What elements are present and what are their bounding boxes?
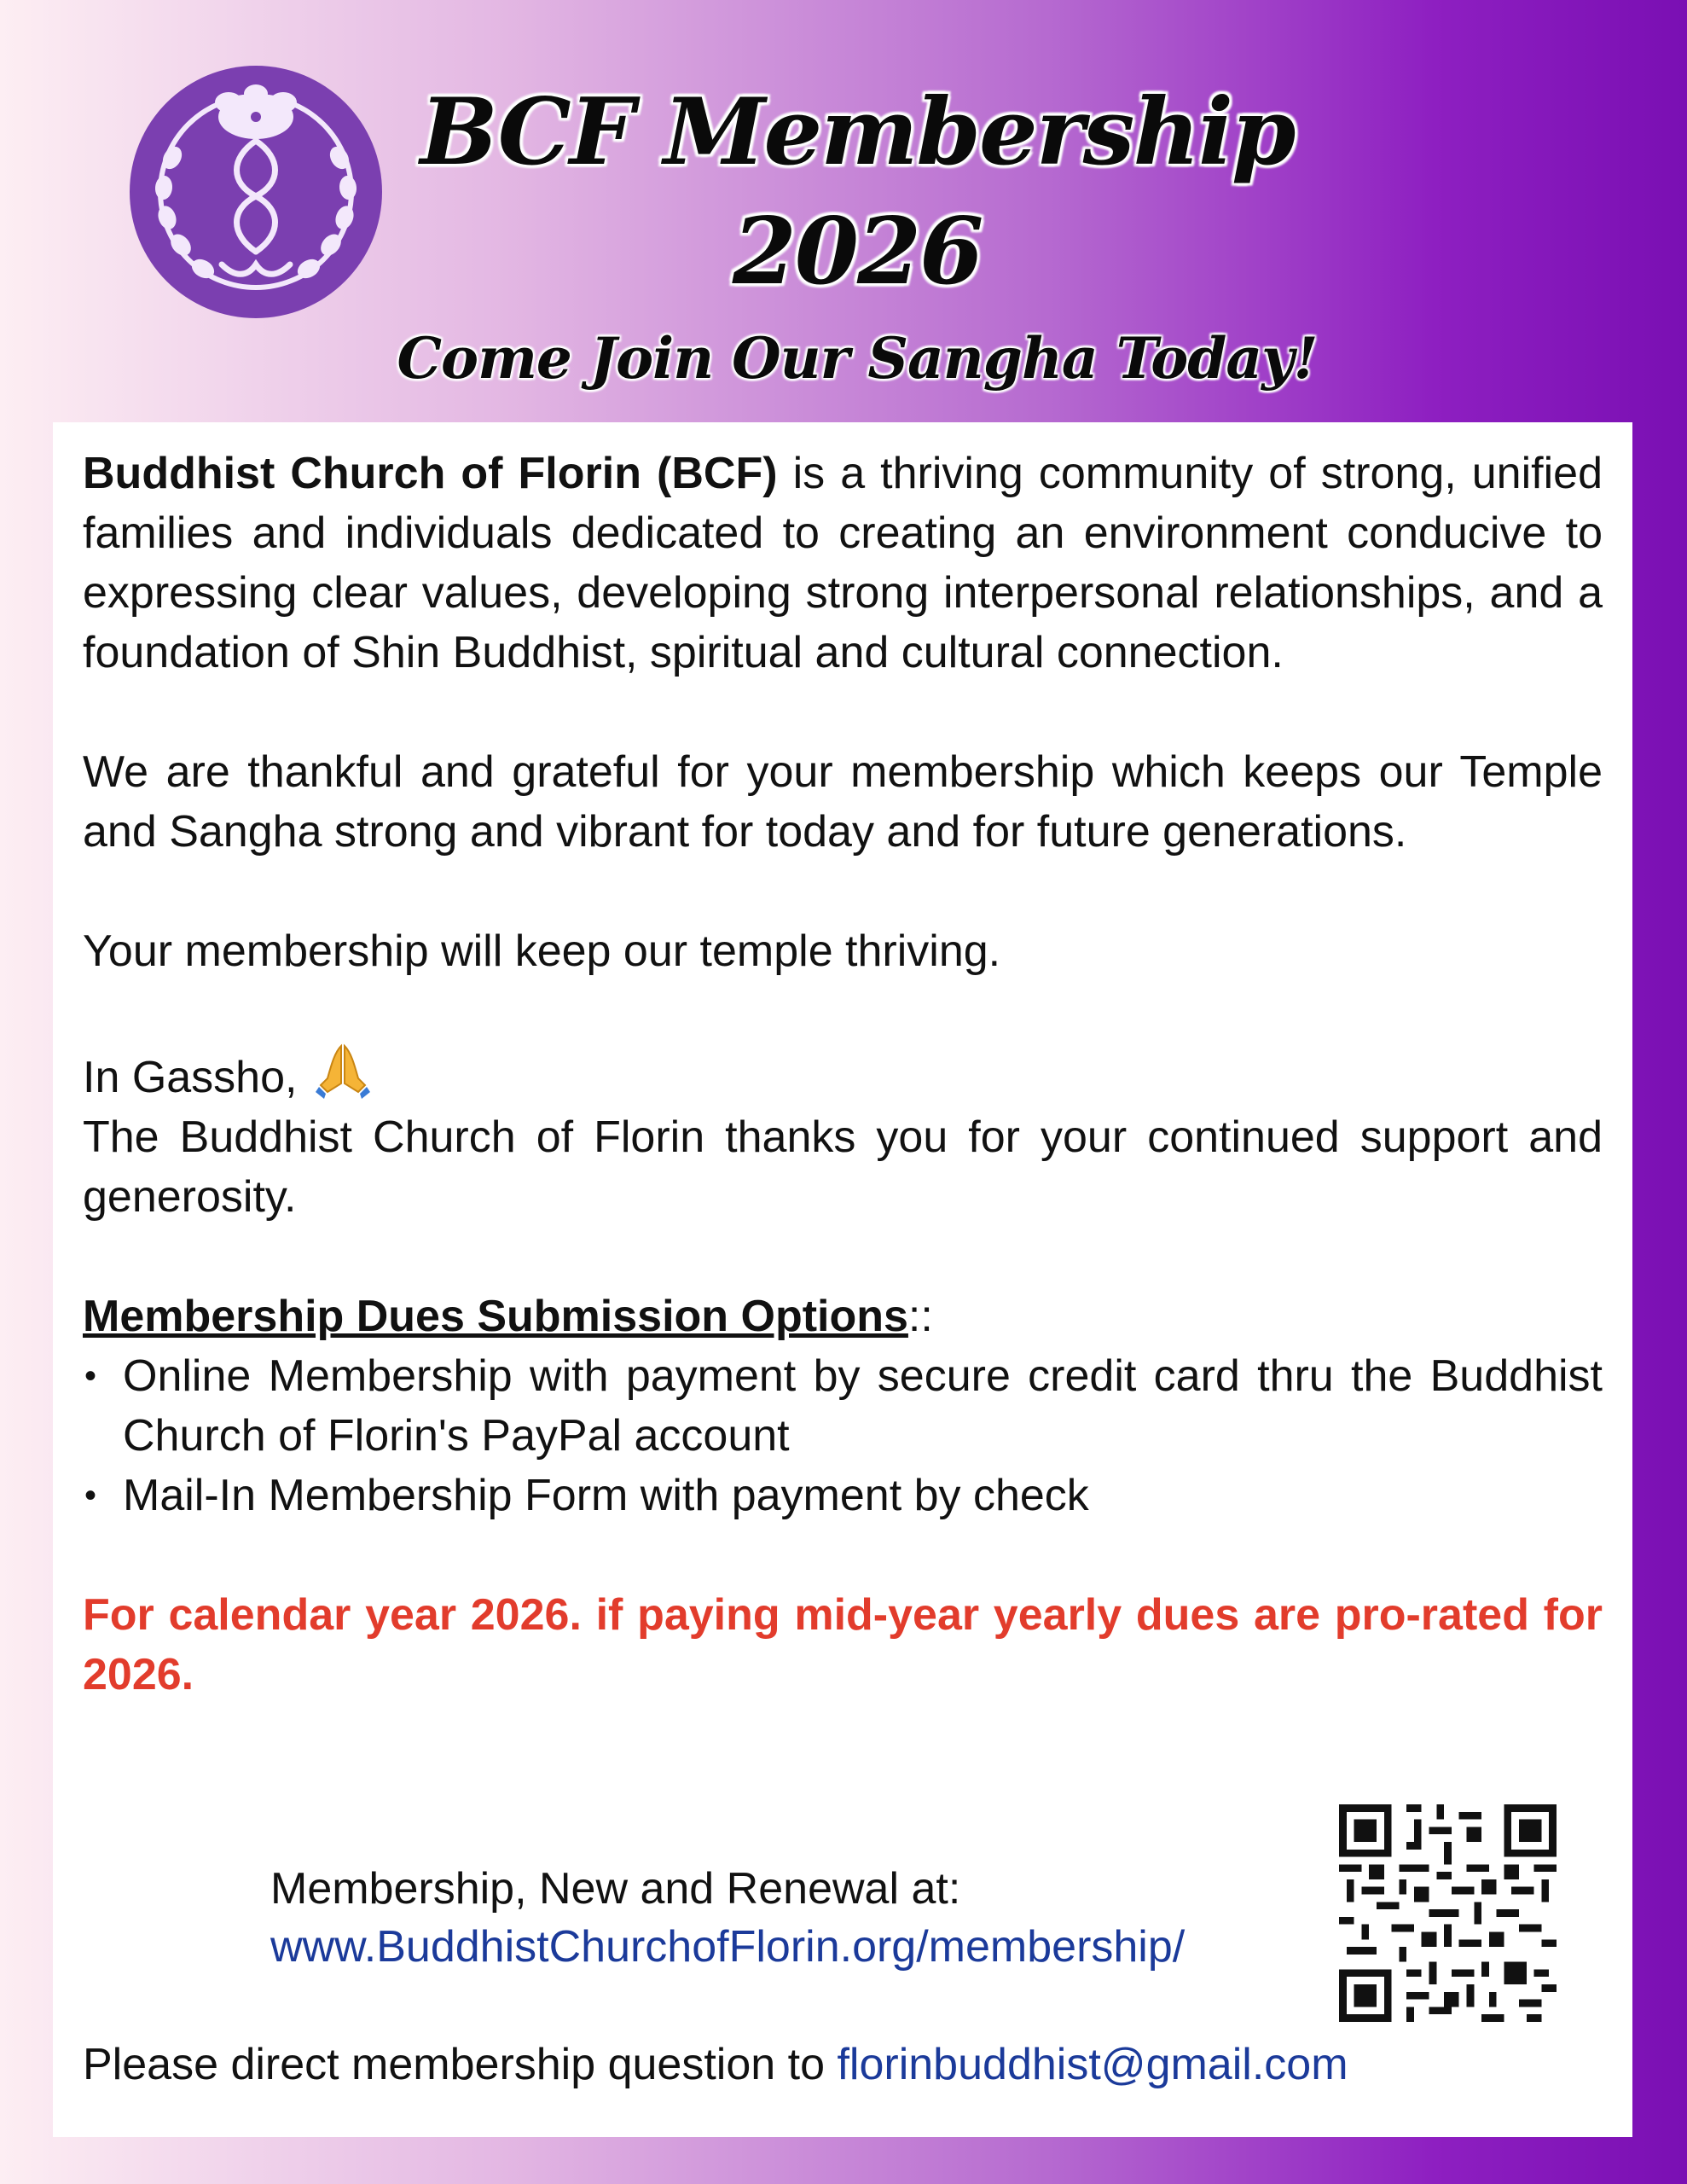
org-name: Buddhist Church of Florin (BCF) xyxy=(83,449,778,498)
greeting-text: In Gassho, xyxy=(83,1053,298,1102)
praying-hands-icon xyxy=(316,1041,370,1101)
options-heading-line xyxy=(83,1287,1603,1346)
proration-notice: For calendar year 2026. if paying mid-year yearly dues are pro-rated for 2026. xyxy=(83,1590,1603,1699)
membership-site-block xyxy=(270,1860,1185,1976)
intro-paragraph xyxy=(83,444,1603,682)
header-banner xyxy=(0,0,1687,422)
list-item: • Mail-In Membership Form with payment by check xyxy=(83,1466,1603,1525)
contact-prefix: Please direct membership question to xyxy=(83,2040,838,2089)
greeting-line xyxy=(83,1041,1603,1107)
page-title: BCF Membership xyxy=(420,78,1295,186)
wisteria-crest-icon xyxy=(128,64,384,320)
options-heading: Membership Dues Submission Options xyxy=(83,1292,908,1341)
membership-link[interactable]: www.BuddhistChurchofFlorin.org/membership/ xyxy=(270,1922,1186,1972)
thanks-paragraph: We are thankful and grateful for your membership which keeps our Temple and Sangha strong and vibrant for today and for future generations. xyxy=(83,747,1603,857)
membership-site-label: Membership, New and Renewal at: xyxy=(270,1864,961,1914)
options-list xyxy=(83,1346,1603,1525)
body-text xyxy=(83,444,1603,1705)
closing-thanks: The Buddhist Church of Florin thanks you for your continued support and generosity. xyxy=(83,1112,1603,1222)
content-card xyxy=(53,422,1632,2137)
contact-email-link[interactable]: florinbuddhist@gmail.com xyxy=(837,2040,1348,2089)
qr-code-icon[interactable] xyxy=(1339,1804,1557,2022)
thriving-line: Your membership will keep our temple thriving. xyxy=(83,926,1001,976)
options-heading-suffix: :: xyxy=(907,1292,933,1341)
intro-text: is a thriving community of strong, unified families and individuals dedicated to creating an environment conducive to expressing clear values, developing strong interpersonal relationships, and a foundation of Shin Buddhist, spiritual and cultural connection. xyxy=(83,449,1603,677)
list-item: • Online Membership with payment by secure credit card thru the Buddhist Church of Florin's PayPal account xyxy=(83,1346,1603,1466)
contact-line xyxy=(83,2035,1348,2094)
page-subtitle: Come Join Our Sangha Today! xyxy=(397,325,1318,392)
page-title-year: 2026 xyxy=(732,198,983,305)
